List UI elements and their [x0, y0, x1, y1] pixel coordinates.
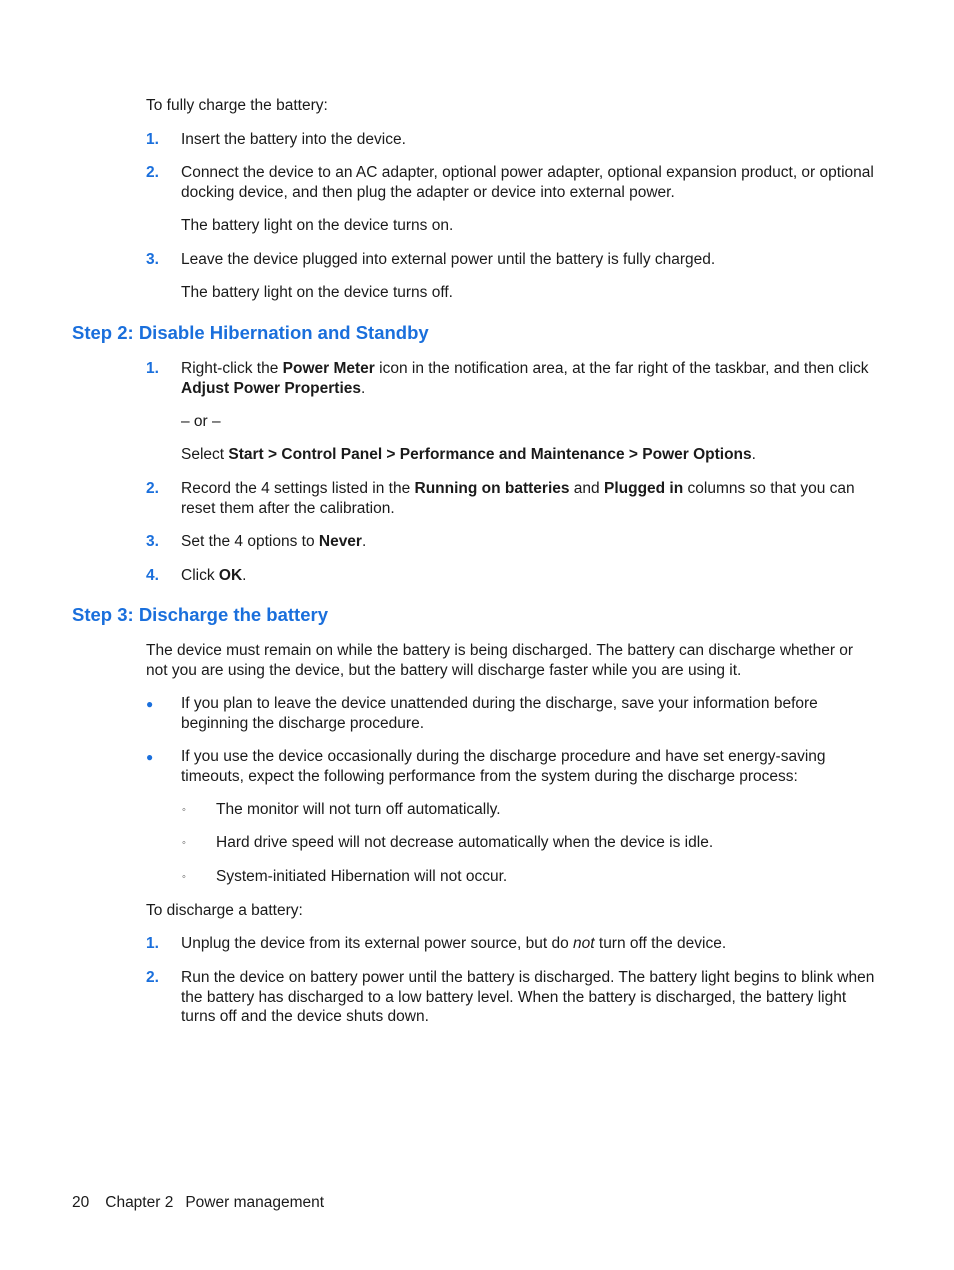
discharge-description: The device must remain on while the battery is being discharged. The battery can discharge whether or not you are using the device, but the battery will discharge faster while you are using it.: [146, 642, 854, 679]
step-number: 1.: [146, 360, 159, 377]
bullet-text: If you plan to leave the device unattended during the discharge, save your information before beginning the discharge procedure.: [181, 695, 818, 732]
step-number: 4.: [146, 567, 159, 584]
step-text: Record the 4 settings listed in the Running on batteries and Plugged in columns so that you can reset them after the calibration.: [181, 480, 855, 517]
section-heading: Step 3: Discharge the battery: [72, 604, 328, 625]
sub-bullet-icon: ◦: [182, 837, 186, 849]
step-number: 3.: [146, 251, 159, 268]
step-text: Insert the battery into the device.: [181, 131, 406, 148]
step-text: Run the device on battery power until the battery is discharged. The battery light begins to blink when the battery has discharged to a low battery level. When the battery is discharged, the battery light turns off and the device shuts down.: [181, 969, 875, 1025]
sub-bullet-text: System-initiated Hibernation will not occur.: [216, 868, 508, 885]
step-text: Right-click the Power Meter icon in the notification area, at the far right of the taskbar, and then click Adjust Power Properties.: [181, 360, 869, 397]
or-separator: – or –: [181, 413, 221, 430]
step-number: 1.: [146, 935, 159, 952]
step-text: Leave the device plugged into external power until the battery is fully charged.: [181, 251, 716, 268]
step-text: Connect the device to an AC adapter, optional power adapter, optional expansion product, or optional docking device, and then plug the adapter or device into external power.: [181, 164, 874, 201]
sub-bullet-text: Hard drive speed will not decrease automatically when the device is idle.: [216, 834, 714, 851]
step-number: 1.: [146, 131, 159, 148]
page-footer: [72, 1193, 340, 1213]
bullet-icon: ●: [146, 697, 154, 711]
step-text: Click OK.: [181, 567, 247, 584]
step-number: 3.: [146, 533, 159, 550]
select-path: Select Start > Control Panel > Performance and Maintenance > Power Options.: [181, 446, 756, 463]
section-heading: Step 2: Disable Hibernation and Standby: [72, 322, 429, 343]
chapter-label: Chapter 2: [105, 1194, 174, 1211]
step-number: 2.: [146, 164, 159, 181]
sub-bullet-icon: ◦: [182, 804, 186, 816]
step-text: Set the 4 options to Never.: [181, 533, 367, 550]
step-note: The battery light on the device turns on.: [181, 217, 454, 234]
page-number: 20: [72, 1194, 90, 1211]
chapter-title: Power management: [185, 1194, 325, 1211]
bullet-text: If you use the device occasionally during the discharge procedure and have set energy-saving timeouts, expect the following performance from the system during the discharge process:: [181, 748, 826, 785]
discharge-intro: To discharge a battery:: [146, 902, 303, 919]
bullet-icon: ●: [146, 750, 154, 764]
step-number: 2.: [146, 969, 159, 986]
step-note: The battery light on the device turns off.: [181, 284, 453, 301]
step-number: 2.: [146, 480, 159, 497]
sub-bullet-text: The monitor will not turn off automatically.: [216, 801, 501, 818]
charge-intro: To fully charge the battery:: [146, 97, 328, 114]
sub-bullet-icon: ◦: [182, 871, 186, 883]
step-text: Unplug the device from its external power source, but do not turn off the device.: [181, 935, 727, 952]
